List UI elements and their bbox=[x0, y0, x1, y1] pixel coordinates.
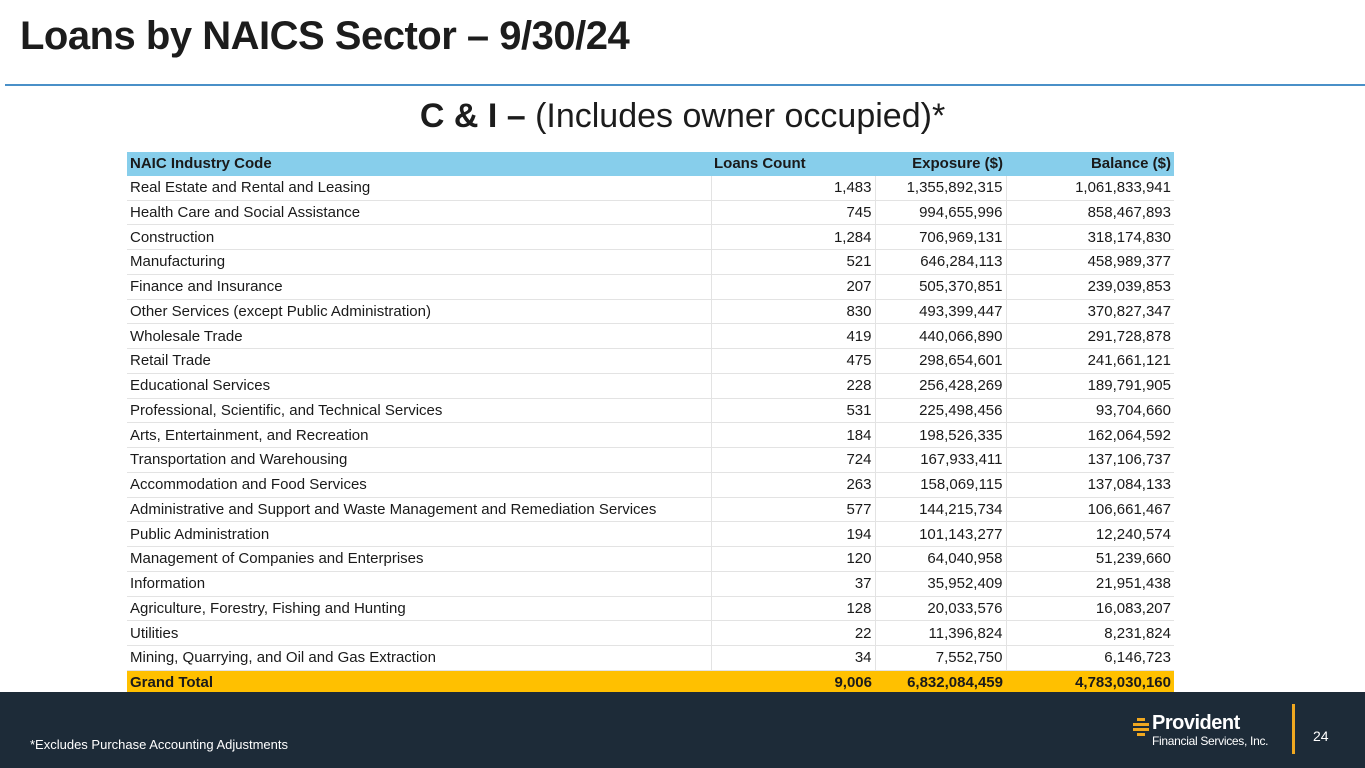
cell-industry: Educational Services bbox=[127, 373, 711, 398]
cell-loans-count: 531 bbox=[711, 398, 875, 423]
cell-exposure: 646,284,113 bbox=[875, 250, 1006, 275]
cell-industry: Professional, Scientific, and Technical Services bbox=[127, 398, 711, 423]
cell-exposure: 256,428,269 bbox=[875, 373, 1006, 398]
cell-balance: 12,240,574 bbox=[1006, 522, 1174, 547]
table-row bbox=[127, 571, 1174, 596]
cell-balance: 458,989,377 bbox=[1006, 250, 1174, 275]
cell-loans-count: 37 bbox=[711, 571, 875, 596]
cell-exposure: 440,066,890 bbox=[875, 324, 1006, 349]
table-row bbox=[127, 423, 1174, 448]
cell-loans-count: 120 bbox=[711, 547, 875, 572]
cell-balance: 241,661,121 bbox=[1006, 349, 1174, 374]
cell-industry: Arts, Entertainment, and Recreation bbox=[127, 423, 711, 448]
table-row bbox=[127, 448, 1174, 473]
cell-loans-count: 263 bbox=[711, 472, 875, 497]
accent-divider bbox=[1292, 704, 1295, 754]
header-loans-count: Loans Count bbox=[711, 152, 875, 176]
naics-loans-table bbox=[127, 152, 1174, 695]
title-divider bbox=[5, 84, 1365, 86]
footer-bar bbox=[0, 692, 1365, 768]
cell-exposure: 505,370,851 bbox=[875, 274, 1006, 299]
cell-loans-count: 128 bbox=[711, 596, 875, 621]
cell-loans-count: 228 bbox=[711, 373, 875, 398]
cell-industry: Manufacturing bbox=[127, 250, 711, 275]
table-row bbox=[127, 646, 1174, 671]
cell-industry: Agriculture, Forestry, Fishing and Hunting bbox=[127, 596, 711, 621]
table-row bbox=[127, 472, 1174, 497]
table-row bbox=[127, 200, 1174, 225]
cell-balance: 858,467,893 bbox=[1006, 200, 1174, 225]
cell-industry: Transportation and Warehousing bbox=[127, 448, 711, 473]
subtitle-bold: C & I – bbox=[419, 97, 526, 135]
cell-balance: 318,174,830 bbox=[1006, 225, 1174, 250]
cell-balance: 6,146,723 bbox=[1006, 646, 1174, 671]
cell-industry: Accommodation and Food Services bbox=[127, 472, 711, 497]
logo-name: Provident bbox=[1152, 712, 1240, 734]
cell-balance: 162,064,592 bbox=[1006, 423, 1174, 448]
cell-loans-count: 577 bbox=[711, 497, 875, 522]
cell-loans-count: 521 bbox=[711, 250, 875, 275]
header-exposure: Exposure ($) bbox=[875, 152, 1006, 176]
table-row bbox=[127, 225, 1174, 250]
cell-loans-count: 1,483 bbox=[711, 176, 875, 200]
cell-exposure: 20,033,576 bbox=[875, 596, 1006, 621]
total-label: Grand Total bbox=[127, 670, 711, 694]
cell-balance: 1,061,833,941 bbox=[1006, 176, 1174, 200]
cell-exposure: 167,933,411 bbox=[875, 448, 1006, 473]
cell-industry: Mining, Quarrying, and Oil and Gas Extraction bbox=[127, 646, 711, 671]
cell-loans-count: 1,284 bbox=[711, 225, 875, 250]
header-industry-code: NAIC Industry Code bbox=[127, 152, 711, 176]
cell-exposure: 198,526,335 bbox=[875, 423, 1006, 448]
table-row bbox=[127, 349, 1174, 374]
table-body bbox=[127, 176, 1174, 671]
cell-balance: 8,231,824 bbox=[1006, 621, 1174, 646]
table-row bbox=[127, 398, 1174, 423]
cell-loans-count: 22 bbox=[711, 621, 875, 646]
page-number: 24 bbox=[1313, 728, 1329, 744]
table-row bbox=[127, 250, 1174, 275]
cell-exposure: 994,655,996 bbox=[875, 200, 1006, 225]
page-title: Loans by NAICS Sector – 9/30/24 bbox=[20, 14, 630, 58]
table-subtitle bbox=[0, 97, 1365, 136]
cell-loans-count: 830 bbox=[711, 299, 875, 324]
cell-industry: Other Services (except Public Administration) bbox=[127, 299, 711, 324]
total-exposure: 6,832,084,459 bbox=[875, 670, 1006, 694]
cell-balance: 370,827,347 bbox=[1006, 299, 1174, 324]
cell-loans-count: 724 bbox=[711, 448, 875, 473]
cell-loans-count: 194 bbox=[711, 522, 875, 547]
cell-loans-count: 207 bbox=[711, 274, 875, 299]
cell-industry: Management of Companies and Enterprises bbox=[127, 547, 711, 572]
cell-exposure: 158,069,115 bbox=[875, 472, 1006, 497]
cell-exposure: 298,654,601 bbox=[875, 349, 1006, 374]
cell-balance: 137,106,737 bbox=[1006, 448, 1174, 473]
table-row bbox=[127, 621, 1174, 646]
provident-mark-icon bbox=[1132, 718, 1150, 738]
cell-balance: 239,039,853 bbox=[1006, 274, 1174, 299]
cell-loans-count: 34 bbox=[711, 646, 875, 671]
subtitle-rest: (Includes owner occupied)* bbox=[525, 97, 946, 135]
cell-industry: Health Care and Social Assistance bbox=[127, 200, 711, 225]
cell-industry: Utilities bbox=[127, 621, 711, 646]
cell-exposure: 1,355,892,315 bbox=[875, 176, 1006, 200]
cell-exposure: 64,040,958 bbox=[875, 547, 1006, 572]
table-row bbox=[127, 522, 1174, 547]
cell-industry: Retail Trade bbox=[127, 349, 711, 374]
cell-balance: 16,083,207 bbox=[1006, 596, 1174, 621]
header-balance: Balance ($) bbox=[1006, 152, 1174, 176]
table-row bbox=[127, 274, 1174, 299]
table-row bbox=[127, 596, 1174, 621]
cell-exposure: 144,215,734 bbox=[875, 497, 1006, 522]
logo-subtitle: Financial Services, Inc. bbox=[1152, 734, 1269, 748]
table-row bbox=[127, 547, 1174, 572]
cell-exposure: 493,399,447 bbox=[875, 299, 1006, 324]
cell-industry: Wholesale Trade bbox=[127, 324, 711, 349]
footnote: *Excludes Purchase Accounting Adjustments bbox=[30, 737, 288, 752]
cell-industry: Finance and Insurance bbox=[127, 274, 711, 299]
table-header-row bbox=[127, 152, 1174, 176]
cell-loans-count: 419 bbox=[711, 324, 875, 349]
cell-balance: 106,661,467 bbox=[1006, 497, 1174, 522]
cell-industry: Construction bbox=[127, 225, 711, 250]
cell-balance: 21,951,438 bbox=[1006, 571, 1174, 596]
total-loans-count: 9,006 bbox=[711, 670, 875, 694]
cell-industry: Real Estate and Rental and Leasing bbox=[127, 176, 711, 200]
table-row bbox=[127, 497, 1174, 522]
total-balance: 4,783,030,160 bbox=[1006, 670, 1174, 694]
cell-loans-count: 184 bbox=[711, 423, 875, 448]
cell-exposure: 35,952,409 bbox=[875, 571, 1006, 596]
cell-exposure: 7,552,750 bbox=[875, 646, 1006, 671]
cell-industry: Information bbox=[127, 571, 711, 596]
table-row bbox=[127, 176, 1174, 200]
cell-industry: Public Administration bbox=[127, 522, 711, 547]
cell-balance: 93,704,660 bbox=[1006, 398, 1174, 423]
table-row bbox=[127, 299, 1174, 324]
cell-industry: Administrative and Support and Waste Management and Remediation Services bbox=[127, 497, 711, 522]
cell-balance: 291,728,878 bbox=[1006, 324, 1174, 349]
cell-balance: 189,791,905 bbox=[1006, 373, 1174, 398]
cell-exposure: 101,143,277 bbox=[875, 522, 1006, 547]
cell-balance: 51,239,660 bbox=[1006, 547, 1174, 572]
table-row bbox=[127, 373, 1174, 398]
cell-exposure: 11,396,824 bbox=[875, 621, 1006, 646]
grand-total-row bbox=[127, 670, 1174, 694]
provident-logo bbox=[1132, 714, 1282, 754]
cell-balance: 137,084,133 bbox=[1006, 472, 1174, 497]
cell-exposure: 225,498,456 bbox=[875, 398, 1006, 423]
cell-loans-count: 475 bbox=[711, 349, 875, 374]
cell-loans-count: 745 bbox=[711, 200, 875, 225]
cell-exposure: 706,969,131 bbox=[875, 225, 1006, 250]
table-row bbox=[127, 324, 1174, 349]
